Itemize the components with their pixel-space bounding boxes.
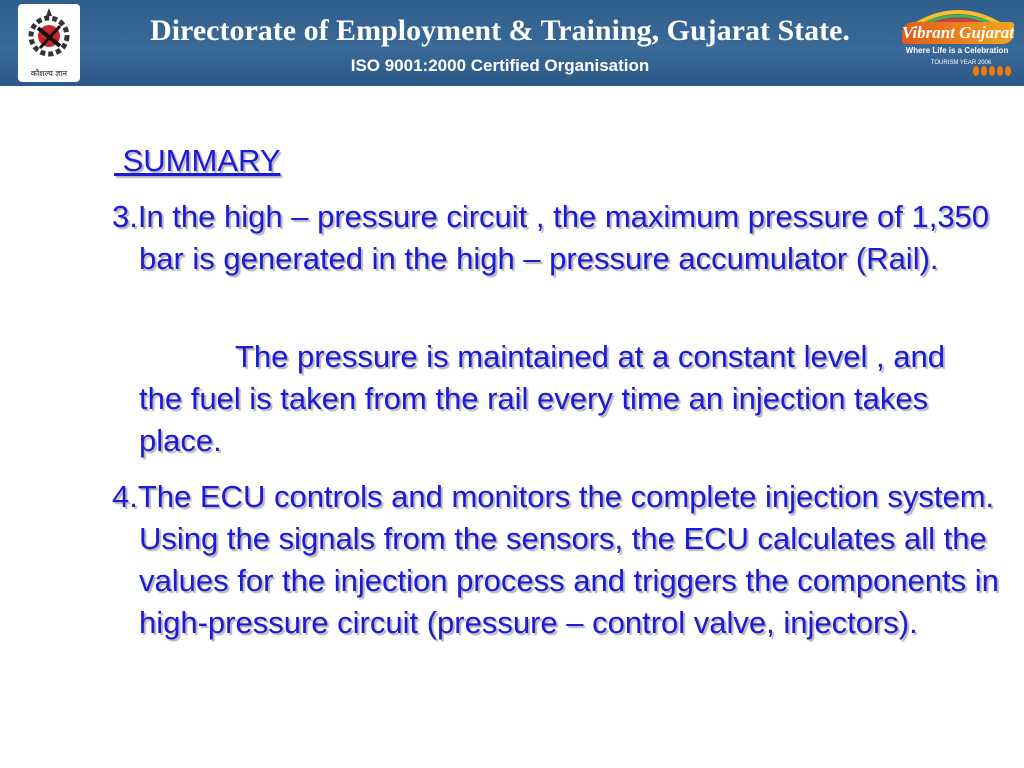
summary-heading: SUMMARY — [114, 143, 281, 178]
page-title: Directorate of Employment & Training, Gujarat State. — [150, 14, 850, 47]
vibrant-gujarat-tagline: Where Life is a Celebration — [905, 46, 1009, 55]
vibrant-gujarat-brand: Vibrant Gujarat — [902, 23, 1014, 42]
vibrant-gujarat-logo — [898, 4, 1016, 80]
paragraph-point-4: 4.The ECU controls and monitors the complete injection system. Using the signals from the sensors, the ECU calculates all the values for the injection process and triggers the components in high-pressure circuit (pressure – control valve, injectors). — [112, 479, 999, 640]
certification-subtitle: ISO 9001:2000 Certified Organisation — [350, 56, 650, 75]
slide-body — [0, 86, 1024, 768]
tourism-year-text: TOURISM YEAR 2006 — [930, 60, 992, 66]
department-logo — [18, 4, 80, 82]
paragraph-point-3-continued: The pressure is maintained at a constant level , and the fuel is taken from the rail every time an injection takes place. — [139, 339, 945, 458]
header-banner — [0, 0, 1024, 86]
gear-emblem-icon — [24, 6, 74, 68]
paragraph-point-3: 3.In the high – pressure circuit , the maximum pressure of 1,350 bar is generated in the high – pressure accumulator (Rail). — [112, 199, 990, 276]
logo-caption: कौशल्य ज्ञान — [30, 69, 68, 78]
flames-icon — [972, 66, 1012, 76]
